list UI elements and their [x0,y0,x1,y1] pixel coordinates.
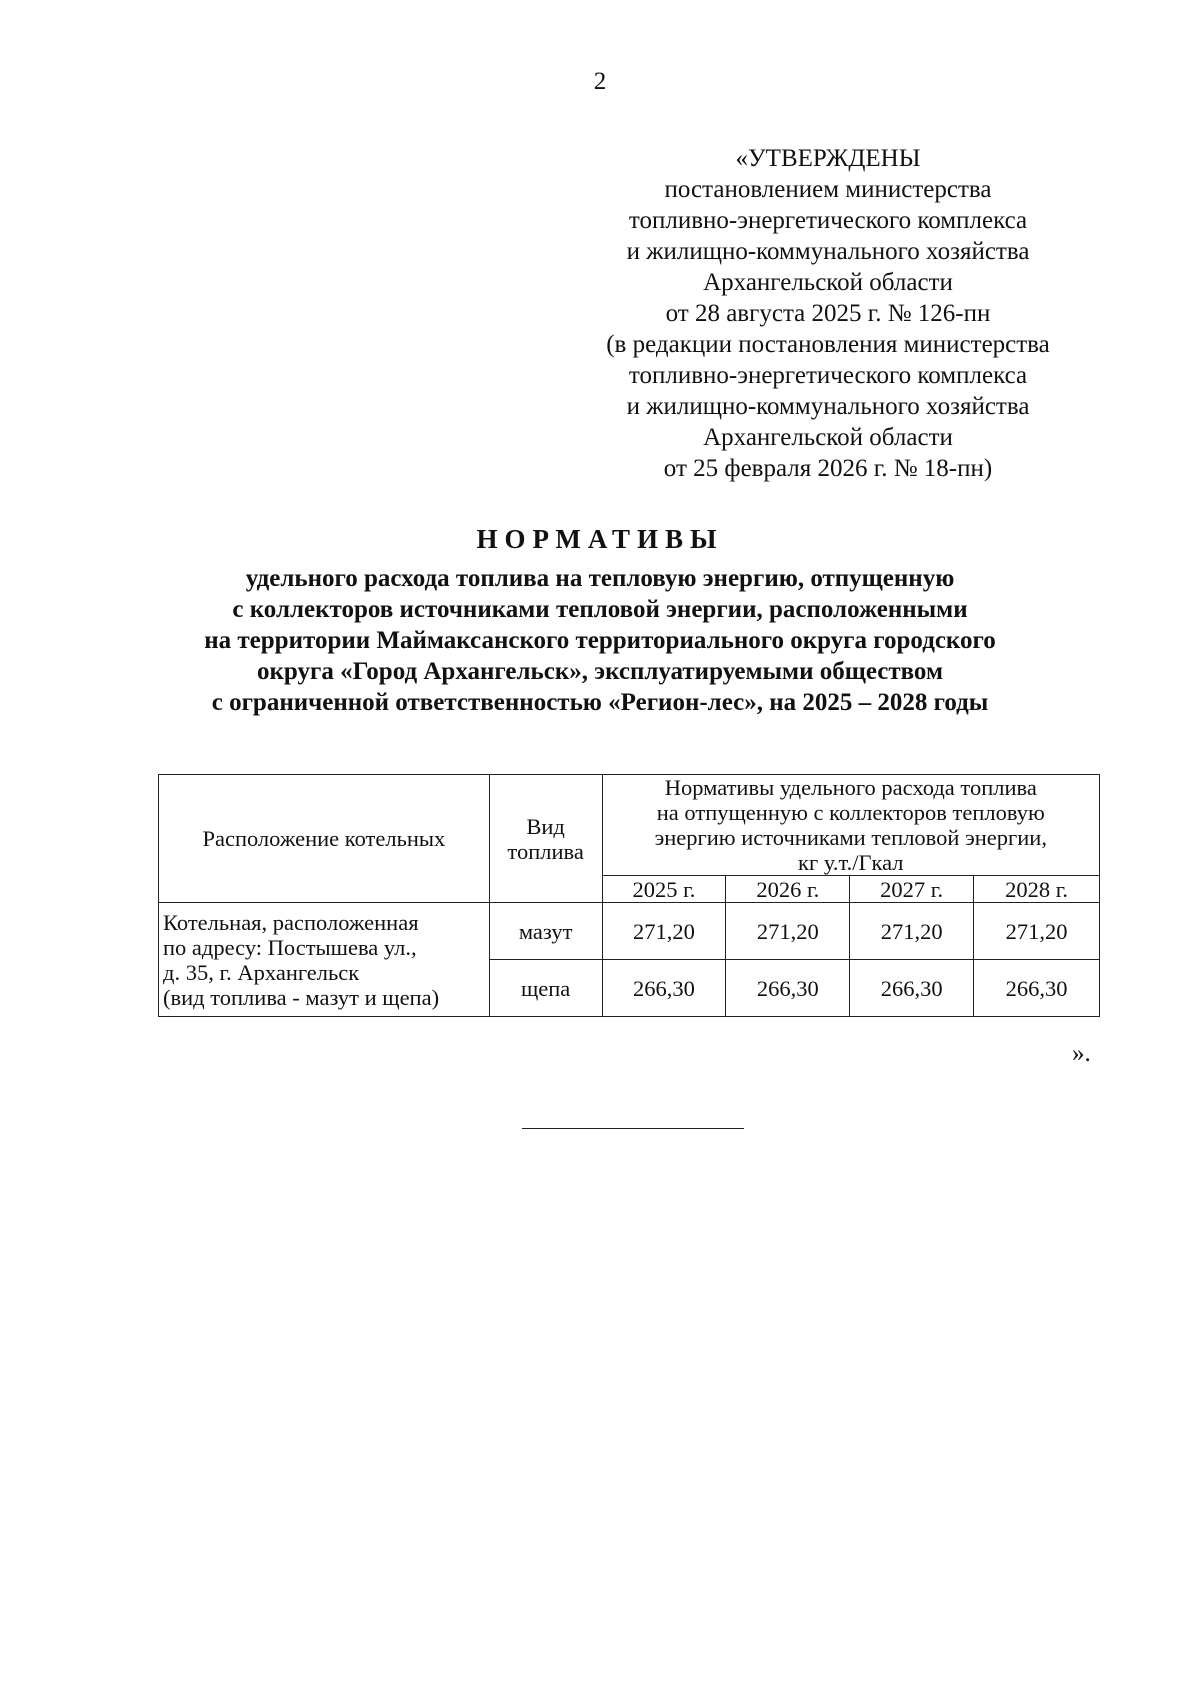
cell-value: 271,20 [974,903,1100,960]
document-title: НОРМАТИВЫ [476,524,724,554]
subtitle-line: с коллекторов источниками тепловой энергии, расположенными [232,596,968,623]
header-year: 2026 г. [726,876,850,903]
header-year: 2027 г. [850,876,974,903]
cell-value: 266,30 [850,960,974,1017]
cell-value: 271,20 [602,903,726,960]
approval-line: топливно-энергетического комплекса [628,362,1028,389]
header-norms [602,775,1099,876]
subtitle-line: на территории Маймаксанского территориального округа городского [204,627,996,654]
cell-value: 266,30 [726,960,850,1017]
cell-fuel: мазут [489,903,602,960]
header-fuel-line: топлива [507,838,584,864]
header-norms-line: на отпущенную с коллекторов тепловую [656,800,1045,825]
header-location: Расположение котельных [159,775,490,903]
cell-fuel: щепа [489,960,602,1017]
location-line: (вид топлива - мазут и щепа) [163,984,440,1010]
approval-line: постановлением министерства [664,176,992,203]
subtitle-line: с ограниченной ответственностью «Регион-лес», на 2025 – 2028 годы [211,689,989,716]
table-header-row [159,775,1100,876]
approval-line: и жилищно-коммунального хозяйства [626,393,1030,420]
approval-line: от 25 февраля 2026 г. № 18-пн) [663,455,993,482]
approval-line: Архангельской области [703,269,953,296]
cell-location [159,903,490,1017]
subtitle-line: удельного расхода топлива на тепловую энергию, отпущенную [245,565,955,592]
approval-line: «УТВЕРЖДЕНЫ [735,145,921,172]
approval-line: (в редакции постановления министерства [606,331,1050,358]
cell-value: 266,30 [602,960,726,1017]
subtitle-line: округа «Город Архангельск», эксплуатируемыми обществом [257,658,943,685]
header-norms-line: кг у.т./Гкал [798,850,904,875]
header-norms-line: Нормативы удельного расхода топлива [664,775,1037,800]
table-row [159,903,1100,960]
document-subtitle [140,563,1060,718]
header-fuel-line: Вид [526,813,565,839]
header-year: 2025 г. [602,876,726,903]
location-line: Котельная, расположенная [163,909,419,935]
location-line: по адресу: Постышева ул., [163,934,417,960]
page-number: 2 [593,68,607,95]
divider-line [522,1128,744,1129]
approval-line: от 28 августа 2025 г. № 126-пн [665,300,991,327]
approval-line: Архангельской области [703,424,953,451]
approval-line: топливно-энергетического комплекса [628,207,1028,234]
closing-quote: ». [1072,1040,1091,1067]
norms-table [158,774,1100,1017]
header-norms-line: энергию источниками тепловой энергии, [654,825,1047,850]
header-year: 2028 г. [974,876,1100,903]
approval-line: и жилищно-коммунального хозяйства [626,238,1030,265]
approval-stamp [578,143,1078,484]
location-line: д. 35, г. Архангельск [163,959,360,985]
cell-value: 266,30 [974,960,1100,1017]
cell-value: 271,20 [850,903,974,960]
cell-value: 271,20 [726,903,850,960]
header-fuel [489,775,602,903]
